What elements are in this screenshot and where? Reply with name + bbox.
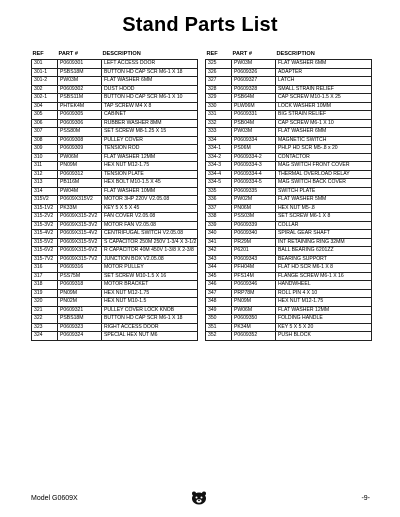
part-number-cell: P0609X315-7V2 (58, 255, 102, 264)
description-header: DESCRIPTION (102, 51, 141, 57)
table-row (206, 111, 372, 120)
table-row (206, 136, 372, 145)
ref-cell: 342 (206, 247, 232, 256)
part-number-cell: PK34M (232, 323, 276, 332)
table-row (206, 68, 372, 77)
description-cell: ROLL PIN 4 X 10 (276, 289, 372, 298)
ref-cell: 327 (206, 77, 232, 86)
part-number-cell: PS06M (232, 145, 276, 154)
ref-cell: 352 (206, 332, 232, 341)
ref-cell: 338 (206, 213, 232, 222)
part-number-cell: P0609X315-2V2 (58, 213, 102, 222)
table-row (206, 170, 372, 179)
description-cell: LOCK WASHER 10MM (276, 102, 372, 111)
table-row (32, 238, 198, 247)
page-number: -9- (361, 495, 370, 502)
ref-cell: 315-5V2 (32, 238, 58, 247)
table-row (32, 221, 198, 230)
table-row (206, 289, 372, 298)
table-row (206, 128, 372, 137)
part-number-cell: P0609340 (232, 230, 276, 239)
description-cell: KEY 5 X 5 X 45 (102, 204, 198, 213)
ref-cell: 315-3V2 (32, 221, 58, 230)
part-number-cell: PW03M (232, 60, 276, 69)
ref-cell: 349 (206, 306, 232, 315)
part-number-cell: P0609316 (58, 264, 102, 273)
table-row (206, 85, 372, 94)
description-cell: FLAT WASHER 6MM (102, 77, 198, 86)
table-row (206, 119, 372, 128)
part-number-cell: PN09M (232, 298, 276, 307)
table-row (32, 187, 198, 196)
description-cell: PULLEY COVER (102, 136, 198, 145)
part-number-cell: PN06M (232, 204, 276, 213)
part-number-cell: P0609343 (232, 255, 276, 264)
description-cell: THERMAL OVERLOAD RELAY (276, 170, 372, 179)
part-number-cell: P0609326 (232, 68, 276, 77)
description-cell: MOTOR FAN V2.05.08 (102, 221, 198, 230)
ref-cell: 334-1 (206, 145, 232, 154)
ref-cell: 307 (32, 128, 58, 137)
ref-cell: 316 (32, 264, 58, 273)
part-number-cell: P0609339 (232, 221, 276, 230)
table-row (32, 196, 198, 205)
description-cell: CONTACTOR (276, 153, 372, 162)
description-cell: FAN COVER V2.05.08 (102, 213, 198, 222)
ref-cell: 317 (32, 272, 58, 281)
part-number-cell: PSB64M (232, 94, 276, 103)
description-cell: HEX NUT M12-1.75 (102, 289, 198, 298)
ref-cell: 340 (206, 230, 232, 239)
description-cell: SWITCH PLATE (276, 187, 372, 196)
table-row (32, 102, 198, 111)
part-number-cell: P0609346 (232, 281, 276, 290)
part-number-cell: PW02M (232, 196, 276, 205)
ref-cell: 341 (206, 238, 232, 247)
description-cell: SMALL STRAIN RELIEF (276, 85, 372, 94)
table-row (206, 306, 372, 315)
description-cell: FLAT HD SCR M6-1 X 8 (276, 264, 372, 273)
ref-cell: 334-3 (206, 162, 232, 171)
description-cell: HEX NUT M12-1.75 (102, 162, 198, 171)
part-number-cell: P0609X315V2 (58, 196, 102, 205)
description-cell: BUTTON HD CAP SCR M6-1 X 18 (102, 68, 198, 77)
ref-cell: 348 (206, 298, 232, 307)
table-row (206, 298, 372, 307)
table-row (32, 315, 198, 324)
description-cell: DUST HOOD (102, 85, 198, 94)
ref-cell: 346 (206, 281, 232, 290)
ref-cell: 335 (206, 187, 232, 196)
description-cell: HEX BOLT M10-1.5 X 45 (102, 179, 198, 188)
description-cell: SPECIAL HEX NUT M6 (102, 332, 198, 341)
description-cell: FLAT WASHER 5MM (276, 196, 372, 205)
table-row (206, 94, 372, 103)
parts-table-right (205, 51, 372, 341)
description-cell: TAP SCREW M4 X 8 (102, 102, 198, 111)
table-row (32, 170, 198, 179)
page-title: Stand Parts List (122, 14, 278, 36)
part-number-cell: P6201 (232, 247, 276, 256)
ref-cell: 311 (32, 162, 58, 171)
parts-table-right-body (206, 60, 372, 341)
description-cell: FOLDING HANDLE (276, 315, 372, 324)
table-row (206, 153, 372, 162)
description-cell: BEARING SUPPORT (276, 255, 372, 264)
part-number-cell: PW04M (58, 187, 102, 196)
ref-cell: 337 (206, 204, 232, 213)
ref-cell: 314 (32, 187, 58, 196)
ref-cell: 328 (206, 85, 232, 94)
part-number-cell: P0609309 (58, 145, 102, 154)
part-number-cell: PSBS18M (58, 315, 102, 324)
part-number-cell: PW06M (58, 153, 102, 162)
description-cell: MOTOR BRACKET (102, 281, 198, 290)
part-number-cell: P0609334-5 (232, 179, 276, 188)
description-cell: S CAPACITOR 250M 250V 1-3/4 X 3-1/2 (102, 238, 198, 247)
ref-cell: 319 (32, 289, 58, 298)
ref-cell: 312 (32, 170, 58, 179)
part-number-cell: PSS80M (58, 128, 102, 137)
table-row (206, 272, 372, 281)
part-number-cell: PB116M (58, 179, 102, 188)
ref-cell: 315-4V2 (32, 230, 58, 239)
table-row (32, 145, 198, 154)
part-number-cell: P0609306 (58, 119, 102, 128)
table-row (206, 247, 372, 256)
part-number-cell: P0609334 (232, 136, 276, 145)
table-row (32, 272, 198, 281)
description-cell: COLLAR (276, 221, 372, 230)
description-cell: SET SCREW M6-1 X 8 (276, 213, 372, 222)
ref-cell: 333 (206, 128, 232, 137)
table-row (32, 281, 198, 290)
table-row (32, 323, 198, 332)
description-cell: HEX NUT M12-1.75 (276, 298, 372, 307)
table-row (206, 281, 372, 290)
table-row (206, 238, 372, 247)
description-cell: ADAPTER (276, 68, 372, 77)
description-cell: HEX NUT M5-.8 (276, 204, 372, 213)
part-number-cell: PSS03M (232, 213, 276, 222)
ref-cell: 306 (32, 119, 58, 128)
part-number-cell: P0609323 (58, 323, 102, 332)
ref-cell: 305 (32, 111, 58, 120)
table-row (206, 255, 372, 264)
description-cell: R CAPACITOR 40M 450V 1-3/8 X 2-3/8 (102, 247, 198, 256)
table-row (206, 332, 372, 341)
description-cell: PULLEY COVER LOCK KNOB (102, 306, 198, 315)
table-row (32, 204, 198, 213)
table-row (32, 77, 198, 86)
ref-cell: 339 (206, 221, 232, 230)
table-row (32, 136, 198, 145)
ref-cell: 345 (206, 272, 232, 281)
description-cell: MAG SWITCH BACK COVER (276, 179, 372, 188)
table-row (32, 94, 198, 103)
table-row (32, 213, 198, 222)
description-cell: KEY 5 X 5 X 20 (276, 323, 372, 332)
description-cell: SET SCREW M8-1.25 X 15 (102, 128, 198, 137)
description-cell: RUBBER WASHER 8MM (102, 119, 198, 128)
part-number-cell: P0609331 (232, 111, 276, 120)
table-row (32, 85, 198, 94)
description-cell: JUNCTION BOX V2.05.08 (102, 255, 198, 264)
table-row (206, 187, 372, 196)
ref-header: REF (206, 51, 218, 57)
model-label: Model G0609X (31, 495, 78, 502)
ref-cell: 347 (206, 289, 232, 298)
description-cell: MOTOR 3HP 220V V2.05.08 (102, 196, 198, 205)
description-cell: CABINET (102, 111, 198, 120)
ref-cell: 326 (206, 68, 232, 77)
table-row (206, 221, 372, 230)
part-number-cell: PN09M (58, 162, 102, 171)
part-number-cell: P0609302 (58, 85, 102, 94)
ref-cell: 334 (206, 136, 232, 145)
description-cell: INT RETAINING RING 32MM (276, 238, 372, 247)
part-number-cell: PN02M (58, 298, 102, 307)
ref-cell: 323 (32, 323, 58, 332)
part-number-cell: PK33M (58, 204, 102, 213)
part-number-cell: P0609334-3 (232, 162, 276, 171)
table-row (32, 60, 198, 69)
ref-cell: 301-2 (32, 77, 58, 86)
part-number-cell: PSS75M (58, 272, 102, 281)
part-number-cell: P0609327 (232, 77, 276, 86)
table-row (206, 60, 372, 69)
table-row (32, 255, 198, 264)
part-number-cell: PR29M (232, 238, 276, 247)
part-header: PART # (232, 51, 252, 57)
part-number-cell: P0609301 (58, 60, 102, 69)
table-header-row (32, 51, 198, 60)
table-row (32, 128, 198, 137)
description-cell: CAP SCREW M10-1.5 X 25 (276, 94, 372, 103)
part-number-cell: P0609308 (58, 136, 102, 145)
table-row (32, 332, 198, 341)
ref-cell: 320 (32, 298, 58, 307)
description-cell: LEFT ACCESS DOOR (102, 60, 198, 69)
part-number-cell: PW03M (58, 77, 102, 86)
description-header: DESCRIPTION (276, 51, 315, 57)
ref-cell: 302-1 (32, 94, 58, 103)
description-cell: FLAT WASHER 6MM (276, 60, 372, 69)
part-number-cell: P0609334-4 (232, 170, 276, 179)
table-row (206, 102, 372, 111)
ref-cell: 313 (32, 179, 58, 188)
description-cell: TENSION PLATE (102, 170, 198, 179)
part-number-cell: PRP78M (232, 289, 276, 298)
part-number-cell: PW03M (232, 128, 276, 137)
part-header: PART # (58, 51, 78, 57)
table-header-row (206, 51, 372, 60)
ref-cell: 304 (32, 102, 58, 111)
table-row (206, 315, 372, 324)
table-row (206, 204, 372, 213)
table-row (32, 298, 198, 307)
part-number-cell: P0609318 (58, 281, 102, 290)
ref-cell: 329 (206, 94, 232, 103)
description-cell: FLAT WASHER 12MM (276, 306, 372, 315)
description-cell: PUSH BLOCK (276, 332, 372, 341)
table-row (206, 230, 372, 239)
part-number-cell: P0609X315-5V2 (58, 238, 102, 247)
description-cell: CAP SCREW M6-1 X 10 (276, 119, 372, 128)
ref-cell: 334-4 (206, 170, 232, 179)
table-row (206, 162, 372, 171)
table-row (32, 119, 198, 128)
ref-cell: 302 (32, 85, 58, 94)
description-cell: BIG STRAIN RELIEF (276, 111, 372, 120)
ref-cell: 324 (32, 332, 58, 341)
table-row (206, 264, 372, 273)
part-number-cell: P0609324 (58, 332, 102, 341)
part-number-cell: PSB04M (232, 119, 276, 128)
table-row (32, 179, 198, 188)
description-cell: SPIRAL GEAR SHAFT (276, 230, 372, 239)
part-number-cell: P0609350 (232, 315, 276, 324)
ref-cell: 343 (206, 255, 232, 264)
description-cell: BUTTON HD CAP SCR M6-1 X 18 (102, 315, 198, 324)
table-row (206, 77, 372, 86)
ref-cell: 332 (206, 119, 232, 128)
part-number-cell: PHTEK4M (58, 102, 102, 111)
ref-cell: 315-7V2 (32, 255, 58, 264)
description-cell: SET SCREW M10-1.5 X 16 (102, 272, 198, 281)
table-row (32, 230, 198, 239)
description-cell: FLAT WASHER 12MM (102, 153, 198, 162)
ref-cell: 325 (206, 60, 232, 69)
ref-cell: 322 (32, 315, 58, 324)
ref-cell: 351 (206, 323, 232, 332)
table-row (32, 153, 198, 162)
description-cell: MAGNETIC SWITCH (276, 136, 372, 145)
part-number-cell: PFS14M (232, 272, 276, 281)
table-row (32, 306, 198, 315)
part-number-cell: P0609352 (232, 332, 276, 341)
part-number-cell: PSBS18M (58, 68, 102, 77)
table-row (206, 323, 372, 332)
description-cell: BUTTON HD CAP SCR M6-1 X 10 (102, 94, 198, 103)
ref-cell: 334-5 (206, 179, 232, 188)
parts-table-left (31, 51, 198, 341)
ref-cell: 309 (32, 145, 58, 154)
part-number-cell: P0609334-2 (232, 153, 276, 162)
parts-tables (31, 51, 372, 341)
description-cell: HEX NUT M10-1.5 (102, 298, 198, 307)
ref-cell: 344 (206, 264, 232, 273)
table-row (206, 145, 372, 154)
ref-cell: 315-6V2 (32, 247, 58, 256)
table-row (32, 111, 198, 120)
ref-cell: 315V2 (32, 196, 58, 205)
ref-header: REF (32, 51, 44, 57)
description-cell: LATCH (276, 77, 372, 86)
ref-cell: 301-1 (32, 68, 58, 77)
ref-cell: 308 (32, 136, 58, 145)
part-number-cell: P0609X315-4V2 (58, 230, 102, 239)
ref-cell: 321 (32, 306, 58, 315)
description-cell: PHLP HD SCR M5-.8 x 20 (276, 145, 372, 154)
description-cell: FLAT WASHER 10MM (102, 187, 198, 196)
ref-cell: 334-2 (206, 153, 232, 162)
part-number-cell: PLW06M (232, 102, 276, 111)
part-number-cell: P0609X315-6V2 (58, 247, 102, 256)
part-number-cell: PFH04M (232, 264, 276, 273)
table-row (32, 68, 198, 77)
part-number-cell: P0609335 (232, 187, 276, 196)
ref-cell: 331 (206, 111, 232, 120)
part-number-cell: P0609X315-3V2 (58, 221, 102, 230)
description-cell: CENTRIFUGAL SWITCH V2.05.08 (102, 230, 198, 239)
part-number-cell: P0609328 (232, 85, 276, 94)
description-cell: FLAT WASHER 6MM (276, 128, 372, 137)
part-number-cell: P0609305 (58, 111, 102, 120)
table-row (32, 162, 198, 171)
part-number-cell: P0609312 (58, 170, 102, 179)
table-row (32, 247, 198, 256)
part-number-cell: PSBS11M (58, 94, 102, 103)
table-row (32, 264, 198, 273)
part-number-cell: PW06M (232, 306, 276, 315)
description-cell: MAG SWITCH FRONT COVER (276, 162, 372, 171)
table-row (206, 179, 372, 188)
ref-cell: 336 (206, 196, 232, 205)
description-cell: TENSION ROD (102, 145, 198, 154)
grizzly-bear-logo-icon (191, 491, 207, 505)
ref-cell: 318 (32, 281, 58, 290)
description-cell: RIGHT ACCESS DOOR (102, 323, 198, 332)
table-row (206, 213, 372, 222)
ref-cell: 310 (32, 153, 58, 162)
description-cell: FLANGE SCREW M6-1 X 16 (276, 272, 372, 281)
parts-table-left-body (32, 60, 198, 341)
table-row (32, 289, 198, 298)
ref-cell: 330 (206, 102, 232, 111)
ref-cell: 350 (206, 315, 232, 324)
part-number-cell: PN09M (58, 289, 102, 298)
ref-cell: 315-2V2 (32, 213, 58, 222)
part-number-cell: P0609321 (58, 306, 102, 315)
ref-cell: 301 (32, 60, 58, 69)
description-cell: BALL BEARING 6201ZZ (276, 247, 372, 256)
description-cell: MOTOR PULLEY (102, 264, 198, 273)
ref-cell: 315-1V2 (32, 204, 58, 213)
table-row (206, 196, 372, 205)
description-cell: HANDWHEEL (276, 281, 372, 290)
